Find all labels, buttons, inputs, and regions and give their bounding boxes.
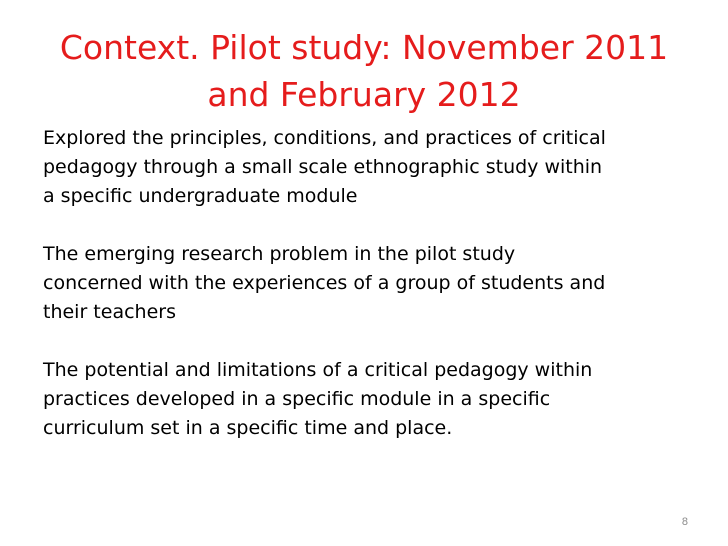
paragraph-pilot-study-scope [43, 124, 693, 211]
paragraph-research-problem [43, 240, 693, 327]
paragraph-line: curriculum set in a specific time and place. [43, 417, 453, 439]
paragraph-line: a specific undergraduate module [43, 185, 358, 207]
paragraph-line: practices developed in a specific module in a specific [43, 388, 551, 410]
slide-title-line-2: and February 2012 [207, 75, 521, 114]
paragraph-potential-limitations [43, 356, 693, 443]
paragraph-line: concerned with the experiences of a group of students and [43, 272, 606, 294]
paragraph-line: The emerging research problem in the pilot study [43, 243, 516, 265]
slide-title [30, 24, 698, 118]
slide-body [43, 124, 693, 472]
page-number: 8 [681, 516, 688, 528]
slide-title-line-1: Context. Pilot study: November 2011 [59, 28, 669, 67]
paragraph-line: pedagogy through a small scale ethnographic study within [43, 156, 603, 178]
paragraph-line: their teachers [43, 301, 176, 323]
paragraph-line: Explored the principles, conditions, and practices of critical [43, 127, 606, 149]
paragraph-line: The potential and limitations of a critical pedagogy within [43, 359, 593, 381]
